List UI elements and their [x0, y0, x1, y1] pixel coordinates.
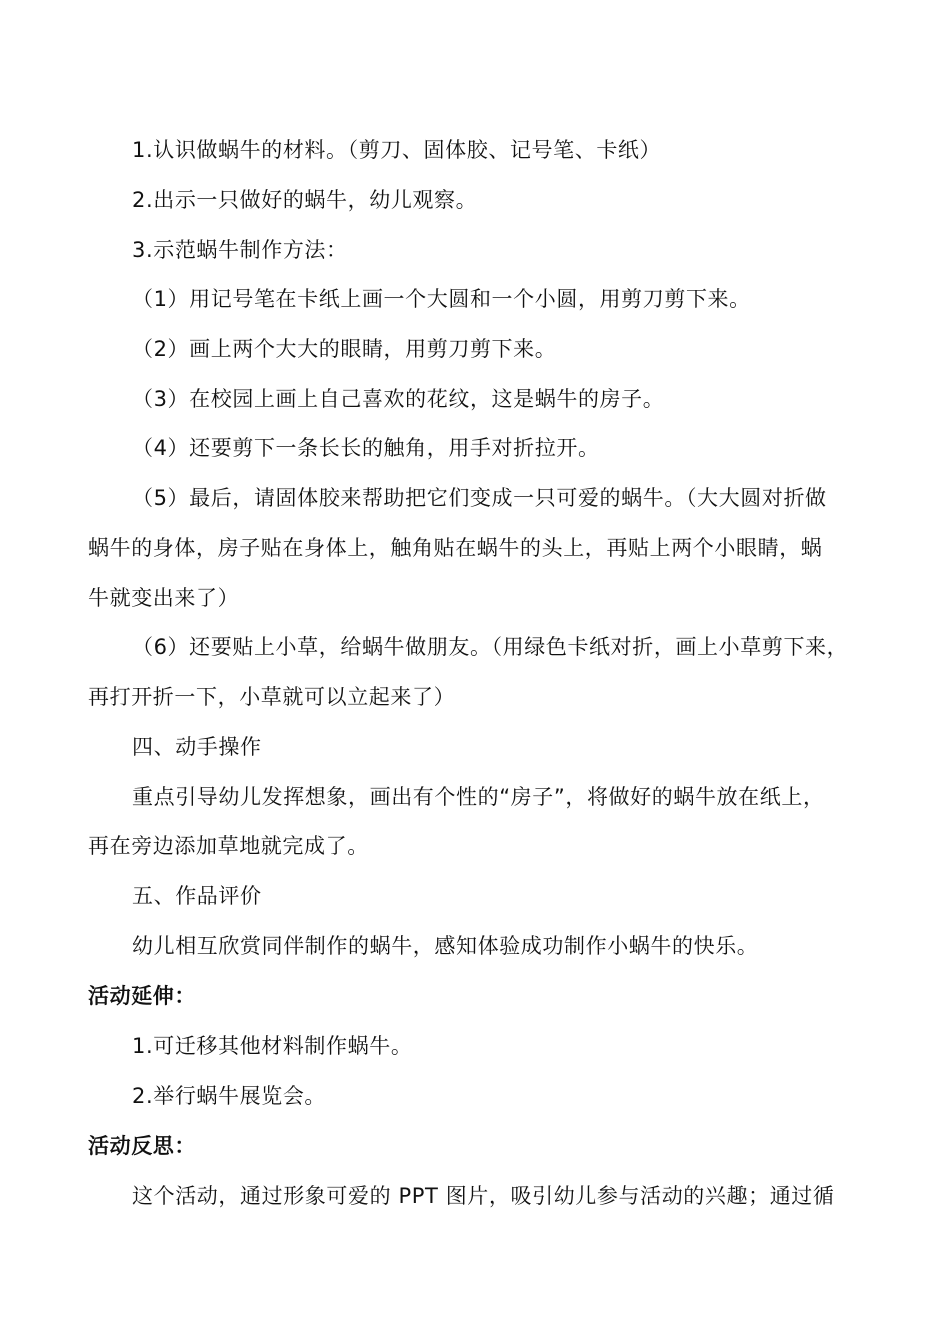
- paragraph-substep-6-line-2: 再打开折一下，小草就可以立起来了）: [88, 685, 456, 709]
- paragraph-substep-5-line-3: 牛就变出来了）: [88, 586, 240, 610]
- heading-activity-extension: 活动延伸：: [88, 984, 196, 1008]
- paragraph-substep-6-line-1: （6）还要贴上小草，给蜗牛做朋友。（用绿色卡纸对折，画上小草剪下来，: [132, 635, 849, 659]
- paragraph-extension-1: 1.可迁移其他材料制作蜗牛。: [132, 1034, 413, 1058]
- paragraph-substep-5-line-1: （5）最后，请固体胶来帮助把它们变成一只可爱的蜗牛。（大大圆对折做: [132, 486, 827, 510]
- paragraph-reflection: 这个活动，通过形象可爱的 PPT 图片，吸引幼儿参与活动的兴趣；通过循: [132, 1184, 835, 1208]
- paragraph-evaluation: 幼儿相互欣赏同伴制作的蜗牛，感知体验成功制作小蜗牛的快乐。: [132, 934, 759, 958]
- paragraph-substep-3: （3）在校园上画上自己喜欢的花纹，这是蜗牛的房子。: [132, 387, 665, 411]
- paragraph-hands-on-line-1: 重点引导幼儿发挥想象，画出有个性的“房子”，将做好的蜗牛放在纸上，: [132, 785, 825, 809]
- paragraph-step-2: 2.出示一只做好的蜗牛，幼儿观察。: [132, 188, 478, 212]
- section-heading-evaluation: 五、作品评价: [132, 884, 262, 908]
- paragraph-substep-5-line-2: 蜗牛的身体，房子贴在身体上，触角贴在蜗牛的头上，再贴上两个小眼睛，蜗: [88, 536, 823, 560]
- paragraph-step-3: 3.示范蜗牛制作方法：: [132, 238, 348, 262]
- paragraph-hands-on-line-2: 再在旁边添加草地就完成了。: [88, 834, 369, 858]
- paragraph-step-1: 1.认识做蜗牛的材料。（剪刀、固体胶、记号笔、卡纸）: [132, 138, 662, 162]
- paragraph-extension-2: 2.举行蜗牛展览会。: [132, 1084, 327, 1108]
- paragraph-substep-1: （1）用记号笔在卡纸上画一个大圆和一个小圆，用剪刀剪下来。: [132, 287, 751, 311]
- paragraph-substep-4: （4）还要剪下一条长长的触角，用手对折拉开。: [132, 436, 600, 460]
- paragraph-substep-2: （2）画上两个大大的眼睛，用剪刀剪下来。: [132, 337, 557, 361]
- heading-activity-reflection: 活动反思：: [88, 1134, 196, 1158]
- section-heading-hands-on: 四、动手操作: [132, 735, 262, 759]
